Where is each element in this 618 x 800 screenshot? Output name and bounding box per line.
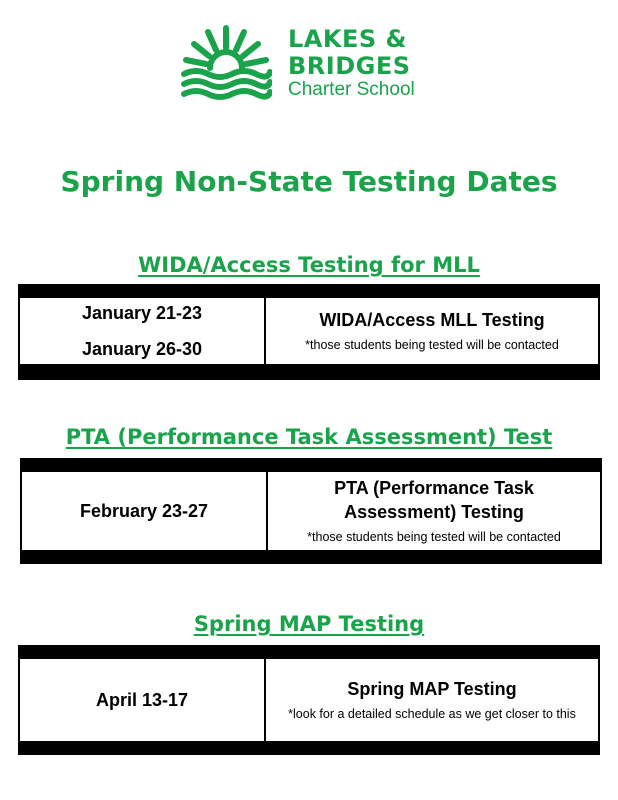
table-bottom-band [22, 550, 600, 562]
page-title: Spring Non-State Testing Dates [60, 165, 558, 198]
date-cell [20, 298, 266, 364]
event-note: *look for a detailed schedule as we get closer to this [288, 707, 576, 721]
table-bottom-band [20, 364, 598, 376]
table-row [22, 472, 600, 550]
school-logo [180, 22, 440, 102]
logo-line-2: BRIDGES [288, 52, 411, 80]
event-cell [266, 298, 598, 364]
logo-line-3: Charter School [288, 79, 415, 100]
section-heading-map: Spring MAP Testing [193, 612, 425, 636]
event-name: WIDA/Access MLL Testing [319, 310, 545, 330]
sun-over-water-icon [180, 22, 272, 102]
logo-wordmark [288, 26, 415, 100]
table-row [20, 298, 598, 364]
logo-line-1: LAKES & [288, 25, 407, 53]
date-cell [20, 659, 266, 741]
table-top-band [20, 647, 598, 659]
date-cell [22, 472, 268, 550]
date-range: January 21-23 [81, 303, 203, 323]
testing-table-map [18, 645, 600, 755]
event-name-line-2: Assessment) Testing [344, 502, 524, 522]
table-top-band [20, 286, 598, 298]
date-range: February 23-27 [79, 501, 209, 521]
testing-table-wida [18, 284, 600, 380]
table-bottom-band [20, 741, 598, 753]
event-note: *those students being tested will be contacted [305, 338, 559, 352]
table-top-band [22, 460, 600, 472]
date-range: January 26-30 [81, 339, 203, 359]
event-cell [268, 472, 600, 550]
table-row [20, 659, 598, 741]
testing-table-pta [20, 458, 602, 564]
event-note: *those students being tested will be contacted [307, 530, 561, 544]
section-heading-pta: PTA (Performance Task Assessment) Test [65, 425, 553, 449]
date-range: April 13-17 [95, 690, 189, 710]
event-name-line-1: PTA (Performance Task [334, 478, 534, 498]
section-heading-wida: WIDA/Access Testing for MLL [138, 253, 480, 277]
event-name: Spring MAP Testing [347, 679, 517, 699]
event-cell [266, 659, 598, 741]
